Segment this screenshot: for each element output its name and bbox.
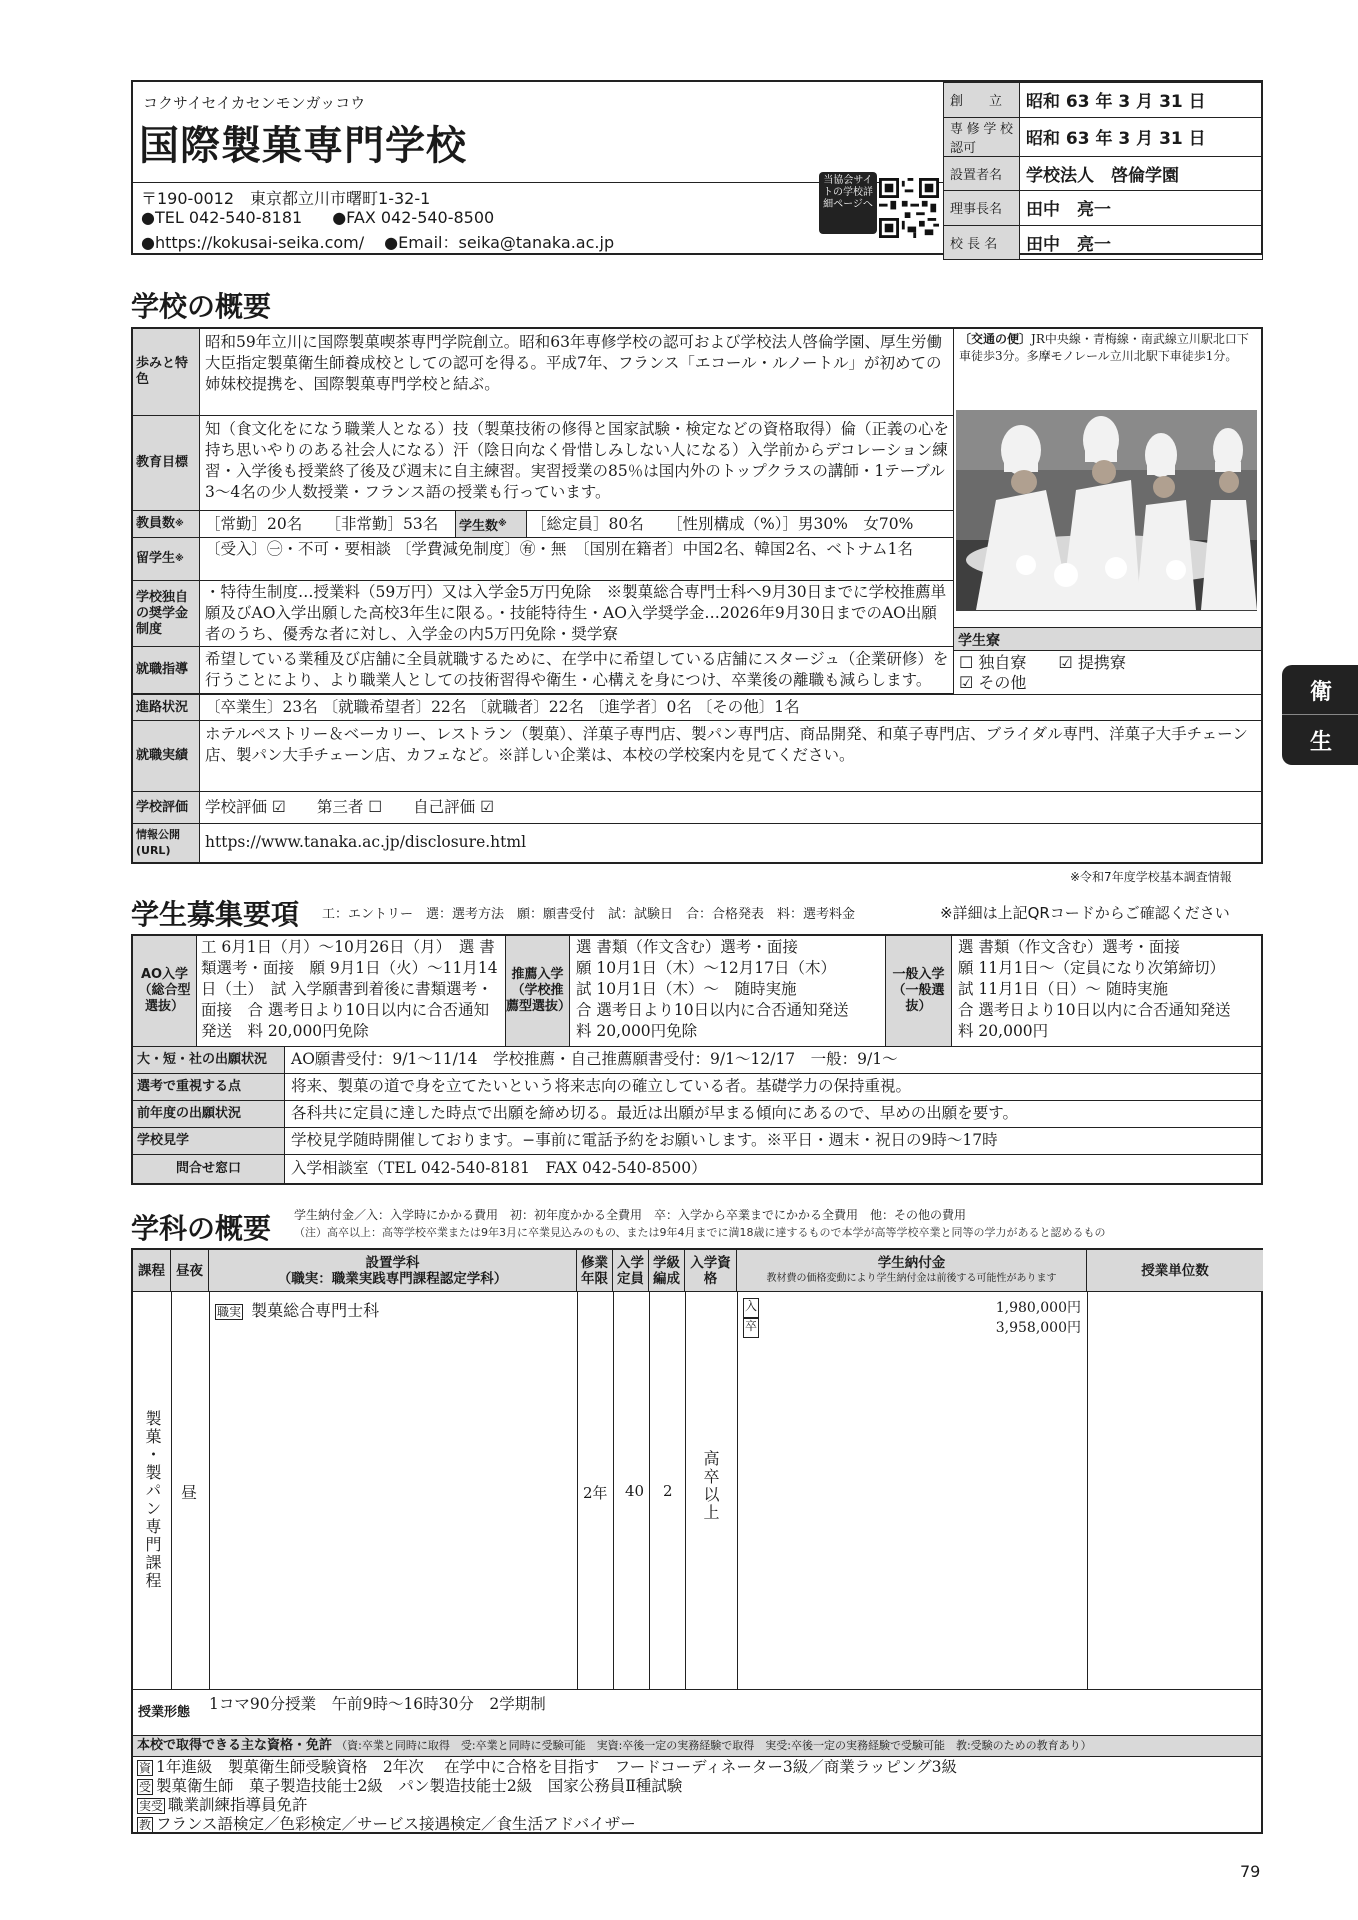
overview-row-goal: [133, 416, 953, 511]
info-key: 理事長名: [944, 191, 1020, 226]
row-key: 就職指導: [133, 647, 200, 693]
email-link[interactable]: ●Email：seika@tanaka.ac.jp: [384, 233, 615, 252]
fee-values: 入 1,980,000円 卒 3,958,000円: [745, 1299, 1081, 1336]
row-key: 歩みと特色: [133, 329, 200, 415]
dorm-line: ☑ その他: [959, 673, 1027, 692]
school-name: 国際製菓専門学校: [139, 123, 467, 169]
prev-text: 各科共に定員に達した時点で出願を締め切る。最近は出願が早まる傾向にあるので、早めの出願を要す。: [291, 1104, 1018, 1122]
qual-value: 高卒以上: [701, 1450, 720, 1522]
overview-row-disclosure: [133, 824, 1261, 862]
disclosure-link[interactable]: https://www.tanaka.ac.jp/disclosure.html: [205, 833, 527, 851]
header-years: 修業年限: [577, 1250, 613, 1292]
row-key: 教育目標: [133, 416, 200, 510]
course-time: 昼: [181, 1483, 198, 1502]
overview-row-scholarship: [133, 581, 953, 647]
style-text: 1コマ90分授業 午前9時〜16時30分 2学期制: [209, 1695, 546, 1713]
tel: ●TEL 042-540-8181: [141, 208, 303, 227]
header-subject: 設置学科 （職実：職業実践専門課程認定学科）: [209, 1250, 577, 1292]
chairman-value: 田中 亮一: [1020, 191, 1263, 226]
capacity-value: 40: [625, 1482, 645, 1500]
subject-cell: 職実 製菓総合専門士科: [217, 1301, 380, 1320]
recommend-key: 推薦入学（学校推薦型選抜）: [506, 936, 570, 1046]
row-key: 教員数 ※: [133, 511, 200, 537]
admission-legend: 工：エントリー 選：選考方法 願：願書受付 試：試験日 合：合格発表 料：選考料金: [322, 907, 856, 922]
qr-code-icon[interactable]: [879, 178, 939, 238]
header-course: 課程: [133, 1250, 171, 1292]
dorm-line: ☐ 独自寮 ☑ 提携寮: [959, 653, 1126, 672]
eval-text: 学校評価 ☑ 第三者 ☐ 自己評価 ☑: [205, 798, 494, 816]
admission-table: [131, 934, 1263, 1185]
info-key: 創 立: [944, 83, 1020, 118]
qual-item: 受 製菓衛生師 菓子製造技能士2級 パン製造技能士2級 国家公務員Ⅱ種試験: [139, 1777, 683, 1795]
info-key: 設置者名: [944, 156, 1020, 191]
row-key: 学校独自の奨学金制度: [133, 581, 200, 646]
qual-item: 資 1年進級 製菓衛生師受験資格 2年次 在学中に合格を目指す フードコーディネーター3級／商業ラッピング3級: [139, 1758, 957, 1776]
school-info-table: [943, 82, 1263, 260]
general-key: 一般入学（一般選抜）: [886, 936, 952, 1046]
fax: ●FAX 042-540-8500: [332, 208, 495, 227]
general-text: 選 書類（作文含む）選考・面接 願 11月1日〜（定員になり次第締切） 試 11月1日（日）〜 随時実施 合 選考日より10日以内に合否通知発送 料 20,000円: [958, 938, 1231, 1040]
header-qual: 入学資格: [685, 1250, 737, 1292]
row-key: 学生数 ※: [455, 511, 527, 537]
qual-item: 教 フランス語検定／色彩検定／サービス接遇検定／食生活アドバイザー: [139, 1815, 636, 1833]
classes-value: 2: [663, 1482, 673, 1500]
course-name: 製菓・製パン専門課程: [143, 1410, 162, 1590]
side-tab-char: 生: [1310, 730, 1333, 755]
side-tab-char: 衛: [1310, 680, 1333, 705]
recommend-text: 選 書類（作文含む）選考・面接 願 10月1日（木）〜12月17日（木） 試 10月1日（木）〜 随時実施 合 選考日より10日以内に合否通知発送 料 20,000円免除: [576, 938, 849, 1040]
approval-value: 昭和 63 年 3 月 31 日: [1020, 117, 1263, 156]
department-note: （注）高卒以上：高等学校卒業または9年3月に卒業見込みのもの、または9年4月までに満18歳に達するもので本学が高等学校卒業と同等の学力があると認めるもの: [294, 1226, 1106, 1239]
contact-key: 問合せ窓口: [133, 1155, 285, 1183]
header-capacity: 入学定員: [613, 1250, 649, 1292]
dorm-values: [959, 653, 1126, 693]
qual-item: 実受 職業訓練指導員免許: [139, 1796, 308, 1814]
school-header: [131, 80, 1263, 255]
status-text: AO願書受付：9/1〜11/14 学校推薦・自己推薦願書受付：9/1〜12/17 一般：9/1〜: [291, 1050, 898, 1068]
school-kana: コクサイセイカセンモンガッコウ: [143, 94, 366, 112]
overview-row-eval: [133, 792, 1261, 824]
info-key: 専修学校認可: [944, 117, 1020, 156]
visit-text: 学校見学随時開催しております。−事前に電話予約をお願いします。※平日・週末・祝日の9時〜17時: [291, 1131, 998, 1149]
career-text: 〔卒業生〕23名 〔就職希望者〕22名 〔就職者〕22名 〔進学者〕0名 〔その他〕1名: [205, 698, 800, 716]
goal-text: 知（食文化をになう職業人となる）技（製菓技術の修得と国家試験・検定などの資格取得）倫（正義の心を持ち思いやりのある社会人になる）汗（陰日向なく骨惜しみしない人になる）入学前からデコレーション練習・入学後も授業終了後及び週末に自主練習。実習授業の85％は国内外のトップクラスの講師・1テーブル3〜4名の少人数授業・フランス語の授業も行っています。: [205, 420, 950, 501]
row-key: 留学生 ※: [133, 538, 200, 580]
qr-label: 当協会サイトの学校詳細ページへ: [819, 172, 877, 234]
row-key: 学校評価: [133, 792, 200, 823]
website-link[interactable]: ●https://kokusai-seika.com/: [141, 233, 365, 252]
header-classes: 学級編成: [649, 1250, 685, 1292]
qual-header: 本校で取得できる主な資格・免許 （資:卒業と同時に取得 受:卒業と同時に受験可能 実資:卒後一定の実務経験で取得 実受:卒後一定の実務経験で受験可能 教:受験のための教育あり）: [133, 1736, 1261, 1756]
dorm-key: 学生寮: [954, 627, 1261, 651]
overview-row-job: [133, 647, 953, 694]
row-key: 就職実績: [133, 721, 200, 791]
ao-text: 工 6月1日（月）〜10月26日（月） 選 書類選考・面接 願 9月1日（火）〜11月14日（土） 試 入学願書到着後に書類選考・面接 合 選考日より10日以内に合否通知発送 料 20,000円免除: [201, 938, 498, 1040]
founded-value: 昭和 63 年 3 月 31 日: [1020, 83, 1263, 118]
overview-row-history: [133, 329, 953, 416]
overview-row-career: [133, 694, 1261, 721]
department-title: 学科の概要: [131, 1212, 272, 1245]
years-value: 2年: [583, 1484, 608, 1502]
style-key: 授業形態: [133, 1690, 195, 1735]
staff-text: ［常勤］20名 ［非常勤］53名: [205, 515, 439, 533]
prev-key: 前年度の出願状況: [133, 1101, 285, 1127]
category-side-tab[interactable]: [1282, 665, 1358, 765]
row-key: 情報公開(URL): [133, 824, 200, 862]
department-legend: 学生納付金／入：入学時にかかる費用 初：初年度かかる全費用 卒：入学から卒業までにかかる全費用 他：その他の費用: [294, 1208, 967, 1222]
header-time: 昼夜: [171, 1250, 209, 1292]
page-number: 79: [1240, 1862, 1261, 1881]
ao-key: AO入学（総合型選抜）: [133, 936, 197, 1046]
header-units: 授業単位数: [1087, 1250, 1263, 1292]
admission-note: ※詳細は上記QRコードからご確認ください: [940, 904, 1230, 922]
visit-key: 学校見学: [133, 1128, 285, 1154]
scholarship-text: ・特待生制度…授業料（59万円）又は入学金5万円免除 ※製菓総合専門士科へ9月30日までに学校推薦単願及びAO入学出願した高校3年生に限る。・技能特待生・AO入学奨学金…2026年9月30日までのAO出願者のうち、優秀な者に対し、入学金の内5万円免除・奨学寮: [205, 583, 947, 643]
jobs-text: ホテルペストリー＆ベーカリー、レストラン（製菓）、洋菓子専門店、製パン専門店、商品開発、和菓子専門店、ブライダル専門、洋菓子大手チェーン店、製パン大手チェーン店、カフェなど。※詳しい企業は、本校の学校案内を見てください。: [205, 725, 1248, 764]
source-note: ※令和7年度学校基本調査情報: [1070, 870, 1232, 884]
overview-row-jobs: [133, 721, 1261, 792]
department-table: [131, 1248, 1263, 1834]
status-key: 大・短・社の出願状況: [133, 1047, 285, 1073]
address: 〒190-0012 東京都立川市曙町1-32-1: [141, 189, 431, 208]
bakers-photo: [956, 410, 1257, 611]
history-text: 昭和59年立川に国際製菓喫茶専門学院創立。昭和63年専修学校の認可および学校法人啓倫学園、厚生労働大臣指定製菓衛生師養成校としての認可を得る。平成7年、フランス「エコール・ルノートル」が初めての姉妹校提携を、国際製菓専門学校と結ぶ。: [205, 333, 942, 393]
focus-text: 将来、製菓の道で身を立てたいという将来志向の確立している者。基礎学力の保持重視。: [291, 1077, 912, 1095]
intl-text: 〔受入〕㊀・不可・要相談 〔学費減免制度〕㊒・無 〔国別在籍者〕中国2名、韓国2名、ベトナム1名: [205, 540, 913, 558]
principal-value: 田中 亮一: [1020, 225, 1263, 260]
header-fee: 学生納付金 教材費の価格変動により学生納付金は前後する可能性があります: [737, 1250, 1087, 1292]
focus-key: 選考で重視する点: [133, 1074, 285, 1100]
access-info: 〔交通の便〕JR中央線・青梅線・南武線立川駅北口下車徒歩3分。多摩モノレール立川北駅下車徒歩1分。: [959, 332, 1249, 363]
founder-value: 学校法人 啓倫学園: [1020, 156, 1263, 191]
students-text: ［総定員］80名 ［性別構成（%）］男30% 女70%: [531, 515, 914, 533]
overview-title: 学校の概要: [131, 290, 272, 323]
overview-row-intl: [133, 538, 953, 581]
job-text: 希望している業種及び店舗に全員就職するために、在学中に希望している店舗にスタージュ（企業研修）を行うことにより、より職業人としての技術習得や衛生・心構えを身につけ、卒業後の離職も減らします。: [205, 650, 949, 689]
overview-row-staff: [133, 511, 953, 538]
qualifications-list: [137, 1758, 957, 1834]
info-key: 校 長 名: [944, 225, 1020, 260]
contact-text: 入学相談室（TEL 042-540-8181 FAX 042-540-8500）: [291, 1159, 707, 1177]
row-key: 進路状況: [133, 695, 200, 720]
admission-title: 学生募集要項: [131, 898, 300, 931]
